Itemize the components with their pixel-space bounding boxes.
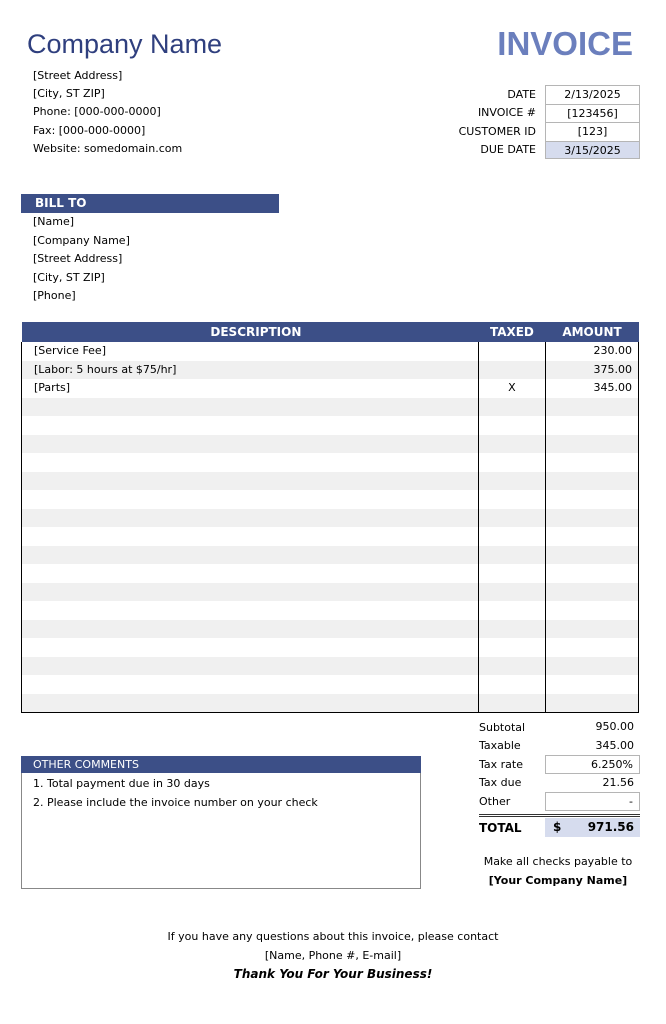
comment-line: 2. Please include the invoice number on your check — [33, 795, 318, 809]
thank-you-message: Thank You For Your Business! — [233, 967, 433, 981]
table-row — [22, 416, 639, 435]
totals-block — [479, 718, 640, 839]
description-cell[interactable] — [22, 453, 479, 472]
meta-label: CUSTOMER ID — [458, 124, 536, 138]
description-cell[interactable] — [22, 398, 479, 417]
amount-cell[interactable] — [546, 620, 639, 639]
taxable-row — [479, 737, 640, 756]
table-row — [22, 527, 639, 546]
meta-row-invoice-number — [452, 104, 640, 123]
footer — [0, 928, 666, 984]
payable-company: [Your Company Name] — [488, 874, 628, 887]
date-field[interactable]: 2/13/2025 — [545, 85, 640, 104]
description-cell[interactable] — [22, 435, 479, 454]
comments-header: OTHER COMMENTS — [21, 756, 421, 773]
taxed-cell[interactable] — [478, 546, 545, 565]
total-amount: 971.56 — [587, 820, 634, 834]
table-header-row — [22, 322, 639, 342]
description-cell[interactable] — [22, 509, 479, 528]
amount-cell[interactable] — [546, 490, 639, 509]
amount-cell[interactable] — [546, 675, 639, 694]
taxed-cell[interactable] — [478, 527, 545, 546]
description-cell[interactable] — [22, 638, 479, 657]
tax-rate-field[interactable]: 6.250% — [545, 755, 640, 774]
taxable-value: 345.00 — [595, 738, 634, 752]
description-cell[interactable]: [Labor: 5 hours at $75/hr] — [22, 361, 479, 380]
currency-symbol: $ — [553, 820, 562, 834]
table-row — [22, 342, 639, 361]
subtotal-value: 950.00 — [595, 720, 634, 733]
description-cell[interactable] — [22, 527, 479, 546]
table-row — [22, 694, 639, 713]
description-cell[interactable] — [22, 490, 479, 509]
line-items-body — [22, 342, 639, 712]
amount-cell[interactable] — [546, 435, 639, 454]
description-cell[interactable]: [Parts] — [22, 379, 479, 398]
description-cell[interactable] — [22, 601, 479, 620]
tax-due-label: Tax due — [479, 776, 522, 790]
address-line: Fax: [000-000-0000] — [33, 123, 146, 137]
amount-cell[interactable]: 375.00 — [546, 361, 639, 380]
address-line: Phone: [000-000-0000] — [33, 105, 161, 119]
other-label: Other — [479, 794, 511, 808]
taxed-cell[interactable] — [478, 675, 545, 694]
amount-cell[interactable] — [546, 564, 639, 583]
amount-cell[interactable] — [546, 657, 639, 676]
taxed-cell[interactable] — [478, 453, 545, 472]
taxed-cell[interactable] — [478, 583, 545, 602]
tax-rate-row — [479, 755, 640, 774]
description-cell[interactable] — [22, 546, 479, 565]
description-header: DESCRIPTION — [22, 322, 479, 342]
taxed-cell[interactable] — [478, 342, 545, 361]
description-cell[interactable] — [22, 657, 479, 676]
address-line: Website: somedomain.com — [33, 141, 183, 155]
amount-cell[interactable]: 230.00 — [546, 342, 639, 361]
meta-label: INVOICE # — [477, 106, 536, 120]
meta-row-date — [452, 85, 640, 104]
taxed-cell[interactable] — [478, 638, 545, 657]
table-row — [22, 564, 639, 583]
tax-due-value: 21.56 — [602, 775, 634, 789]
description-cell[interactable] — [22, 416, 479, 435]
bill-to-line[interactable]: [Street Address] — [33, 252, 123, 265]
table-row — [22, 675, 639, 694]
meta-row-customer-id — [452, 122, 640, 141]
company-address — [33, 67, 182, 158]
tax-rate-label: Tax rate — [479, 757, 523, 771]
bill-to-line[interactable]: [City, ST ZIP] — [33, 270, 105, 284]
taxed-cell[interactable] — [478, 601, 545, 620]
amount-cell[interactable] — [546, 638, 639, 657]
meta-label: DATE — [507, 87, 536, 101]
table-row — [22, 398, 639, 417]
invoice-meta — [452, 85, 640, 159]
table-row — [22, 361, 639, 380]
table-row — [22, 453, 639, 472]
taxed-cell[interactable] — [478, 694, 545, 713]
description-cell[interactable] — [22, 675, 479, 694]
payable-line: Make all checks payable to — [483, 855, 633, 868]
meta-row-due-date — [452, 141, 640, 160]
taxed-cell[interactable] — [478, 361, 545, 380]
taxed-cell[interactable] — [478, 435, 545, 454]
meta-label: DUE DATE — [480, 143, 536, 157]
description-cell[interactable] — [22, 694, 479, 713]
amount-cell[interactable] — [546, 416, 639, 435]
table-row — [22, 657, 639, 676]
table-row — [22, 472, 639, 491]
amount-cell[interactable] — [546, 546, 639, 565]
amount-cell[interactable] — [546, 694, 639, 713]
comments-box[interactable] — [21, 773, 421, 889]
taxed-cell[interactable] — [478, 509, 545, 528]
amount-cell[interactable] — [546, 527, 639, 546]
total-row — [479, 814, 640, 839]
description-cell[interactable]: [Service Fee] — [22, 342, 479, 361]
footer-contact-line: If you have any questions about this invoice, please contact — [167, 930, 499, 943]
total-value — [545, 818, 640, 837]
taxed-cell[interactable]: X — [478, 379, 545, 398]
table-row — [22, 379, 639, 398]
bill-to-line[interactable]: [Name] — [33, 215, 75, 228]
description-cell[interactable] — [22, 472, 479, 491]
subtotal-row — [479, 718, 640, 737]
table-row — [22, 509, 639, 528]
comment-line: 1. Total payment due in 30 days — [33, 777, 210, 790]
taxable-label: Taxable — [479, 739, 521, 753]
taxed-cell[interactable] — [478, 416, 545, 435]
address-line: [City, ST ZIP] — [33, 87, 105, 101]
company-name: Company Name — [27, 29, 223, 59]
taxed-cell[interactable] — [478, 490, 545, 509]
total-label: TOTAL — [479, 820, 522, 835]
table-row — [22, 435, 639, 454]
amount-cell[interactable] — [546, 583, 639, 602]
taxed-cell[interactable] — [478, 620, 545, 639]
description-cell[interactable] — [22, 620, 479, 639]
invoice-title: INVOICE — [497, 25, 633, 62]
table-row — [22, 620, 639, 639]
address-line: [Street Address] — [33, 69, 123, 82]
subtotal-label: Subtotal — [479, 720, 526, 734]
invoice-number-field[interactable]: [123456] — [545, 104, 640, 123]
table-row — [22, 546, 639, 565]
bill-to-block — [33, 213, 130, 306]
other-row — [479, 792, 640, 811]
footer-contact-info: [Name, Phone #, E-mail] — [264, 948, 402, 962]
table-row — [22, 638, 639, 657]
payable-note — [470, 852, 646, 890]
table-row — [22, 601, 639, 620]
taxed-cell[interactable] — [478, 564, 545, 583]
customer-id-field[interactable]: [123] — [545, 122, 640, 141]
bill-to-header: BILL TO — [21, 194, 279, 213]
amount-cell[interactable] — [546, 453, 639, 472]
due-date-field[interactable]: 3/15/2025 — [545, 141, 640, 160]
table-row — [22, 583, 639, 602]
line-items-table — [21, 322, 639, 713]
amount-cell[interactable] — [546, 472, 639, 491]
amount-cell[interactable] — [546, 398, 639, 417]
taxed-cell[interactable] — [478, 398, 545, 417]
amount-cell[interactable] — [546, 509, 639, 528]
taxed-cell[interactable] — [478, 472, 545, 491]
table-row — [22, 490, 639, 509]
taxed-header: TAXED — [478, 322, 545, 342]
description-cell[interactable] — [22, 564, 479, 583]
taxed-cell[interactable] — [478, 657, 545, 676]
bill-to-line[interactable]: [Company Name] — [33, 233, 130, 247]
amount-cell[interactable] — [546, 601, 639, 620]
amount-cell[interactable]: 345.00 — [546, 379, 639, 398]
other-field[interactable]: - — [545, 792, 640, 811]
tax-due-row — [479, 774, 640, 793]
bill-to-line[interactable]: [Phone] — [33, 289, 76, 302]
amount-header: AMOUNT — [546, 322, 639, 342]
description-cell[interactable] — [22, 583, 479, 602]
